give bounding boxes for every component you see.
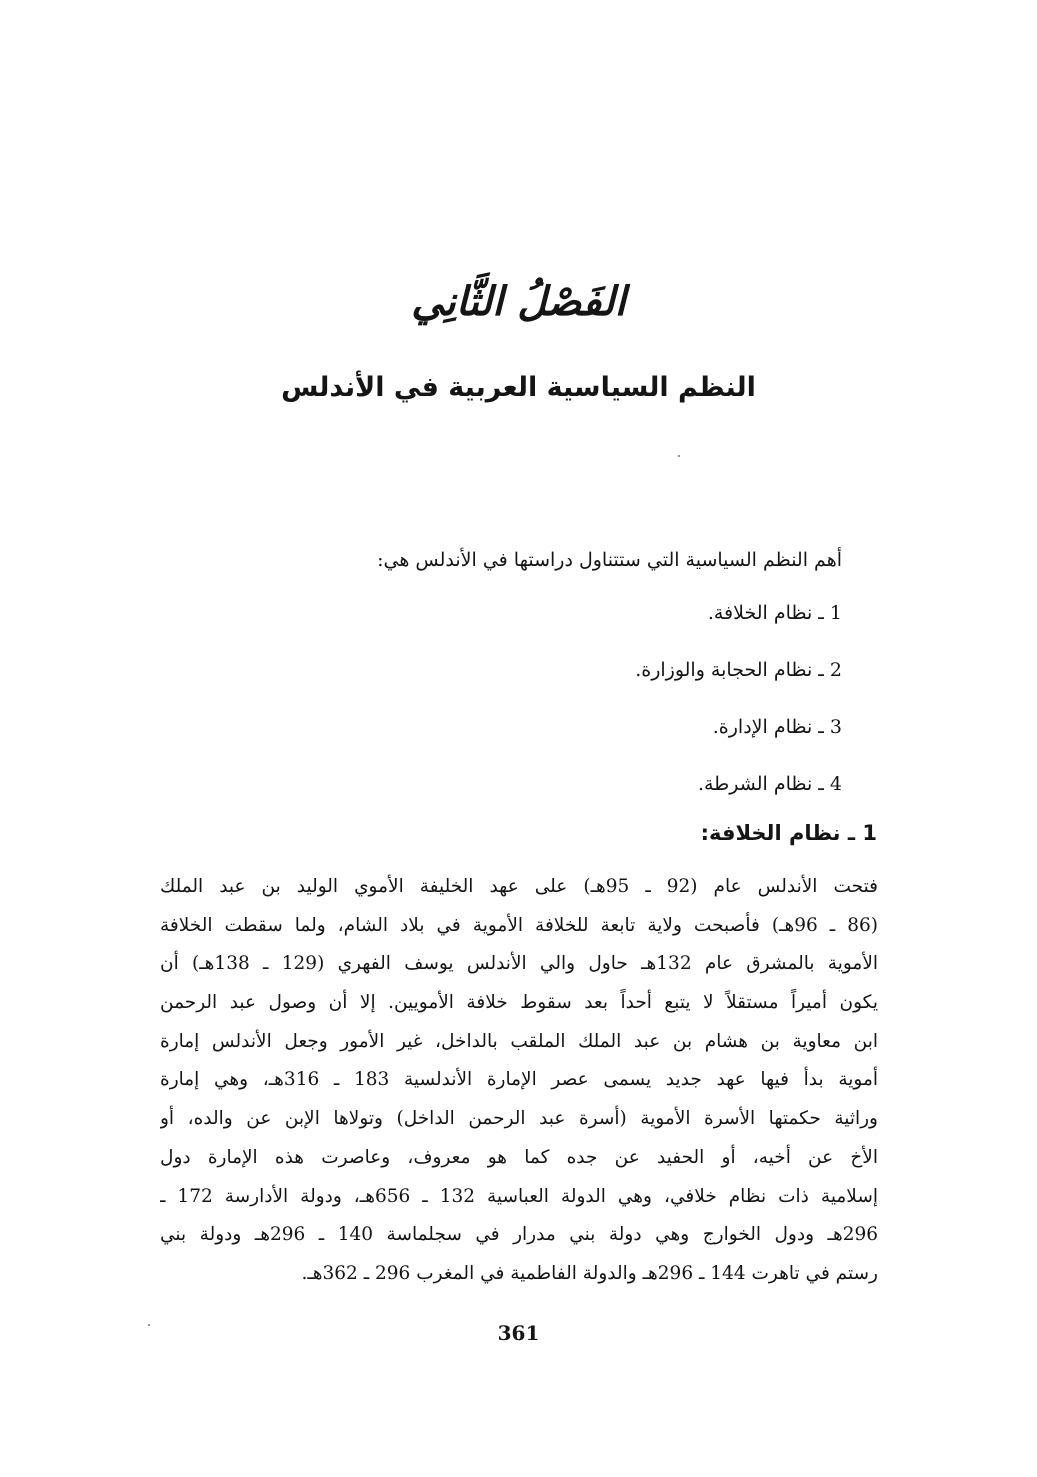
text-line: رستم في تاهرت 144 ـ 296هـ والدولة الفاطمية في المغرب 296 ـ 362هـ. [301,1262,878,1284]
text-line: وراثية حكمتها الأسرة الأموية (أسرة عبد الرحمن الداخل) وتولاها الإبن عن والده، أو [160,1108,878,1130]
chapter-title: النظم السياسية العربية في الأندلس [281,372,756,403]
section-heading: 1 ـ نظام الخلافة: [700,821,877,845]
text-line: (86 ـ 96هـ) فأصبحت ولاية تابعة للخلافة الأموية في بلاد الشام، ولما سقطت الخلافة [160,914,878,936]
text-line: الأخ عن أخيه، أو الحفيد عن جده كما هو معروف، وعاصرت هذه الإمارة دول [160,1146,878,1168]
speck-mark [678,455,680,457]
list-item: 2 ـ نظام الحجابة والوزارة. [635,659,842,681]
text-line: ابن معاوية بن هشام بن عبد الملك الملقب بالداخل، غير الأمور وجعل الأندلس إمارة [160,1030,878,1052]
chapter-label: الفَصْلُ الثَّانِي [411,278,626,325]
body-paragraph [160,868,878,1294]
text-line: الأموية بالمشرق عام 132هـ حاول والي الأندلس يوسف الفهري (129 ـ 138هـ) أن [160,953,878,975]
text-line: يكون أميراً مستقلاً لا يتبع أحداً بعد سقوط خلافة الأمويين. إلا أن وصول عبد الرحمن [160,992,878,1014]
page-number: 361 [497,1321,540,1345]
text-line: فتحت الأندلس عام (92 ـ 95هـ) على عهد الخليفة الأموي الوليد بن عبد الملك [160,876,878,897]
list-item: 1 ـ نظام الخلافة. [707,602,842,624]
systems-list [635,593,842,821]
text-line: إسلامية ذات نظام خلافي، وهي الدولة العباسية 132 ـ 656هـ، ودولة الأدارسة 172 ـ [160,1185,878,1207]
intro-paragraph: أهم النظم السياسية التي ستتناول دراستها في الأندلس هي: [377,549,842,571]
list-item: 3 ـ نظام الإدارة. [712,716,842,738]
list-item: 4 ـ نظام الشرطة. [697,773,842,795]
text-line: 296هـ ودول الخوارج وهي دولة بني مدرار في سجلماسة 140 ـ 296هـ ودولة بني [160,1224,878,1246]
text-line: أموية بدأ فيها عهد جديد يسمى عصر الإمارة الأندلسية 183 ـ 316هـ، وهي إمارة [160,1069,878,1091]
